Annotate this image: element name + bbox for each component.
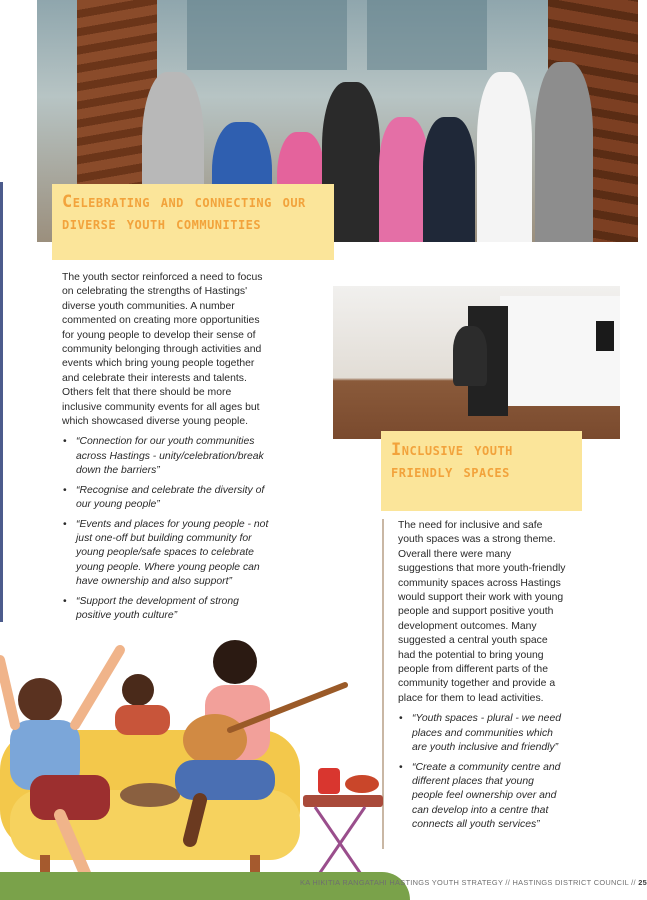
- gallery-performance-photo: [333, 286, 620, 439]
- person-guitarist: [213, 640, 257, 684]
- cat: [120, 783, 180, 807]
- mug: [318, 768, 340, 794]
- guitar: [183, 714, 247, 766]
- quote-item: • “Support the development of strong positive youth culture”: [62, 595, 270, 624]
- celebrating-quotes-list: [62, 435, 270, 623]
- inclusive-quotes-list: [398, 712, 566, 832]
- section-title-inclusive: Inclusive youth friendly spaces: [391, 440, 513, 482]
- celebrating-body: The youth sector reinforced a need to focus on celebrating the strengths of Hastings' diverse youth communities. A number commented on creating more opportunities for young people to develop their sense of community belonging through activities and events which bring young people together and celebrate their interests and talents. Others felt that there should be more inclusive community events for all ages but which showcased diverse young people.: [62, 272, 263, 428]
- side-table: [303, 795, 383, 807]
- quote-item: • “Connection for our youth communities across Hastings - unity/celebration/break down the barriers”: [62, 435, 270, 478]
- left-edge-accent-line: [0, 182, 3, 622]
- quote-item: • “Create a community centre and different places that young people feel ownership over and can develop into a centre that connects all youth services”: [398, 761, 566, 833]
- inclusive-body: The need for inclusive and safe youth spaces was a strong theme. Overall there were many suggestions that more youth-friendly community spaces across Hastings would support their work with young people and support positive youth development outcomes. Many suggested a central youth space had the potential to bring young people from different parts of the community together and provide a place for them to lead activities.: [398, 520, 566, 704]
- section-title-box-celebrating: [52, 184, 334, 260]
- section-title-celebrating: Celebrating and connecting our diverse youth communities: [62, 192, 306, 234]
- quote-item: • “Youth spaces - plural - we need places and communities which are youth inclusive and friendly”: [398, 712, 566, 755]
- footer-text: KA HIKITIA RANGATAHI HASTINGS YOUTH STRATEGY // HASTINGS DISTRICT COUNCIL //: [300, 878, 636, 887]
- section-title-box-inclusive: [381, 431, 582, 511]
- illustration-youth-on-couch: [0, 640, 380, 900]
- page-number: 25: [638, 878, 647, 887]
- quote-item: • “Events and places for young people - not just one-off but building community for young people/safe spaces to celebrate young people. Where young people can have ownership and also support”: [62, 518, 270, 590]
- person-back: [122, 674, 154, 706]
- quote-item: • “Recognise and celebrate the diversity of our young people”: [62, 484, 270, 513]
- page-footer: [300, 878, 647, 892]
- fruit-bowl: [345, 775, 379, 793]
- person-left: [18, 678, 62, 722]
- inclusive-column: [398, 519, 566, 838]
- celebrating-column: [62, 271, 270, 628]
